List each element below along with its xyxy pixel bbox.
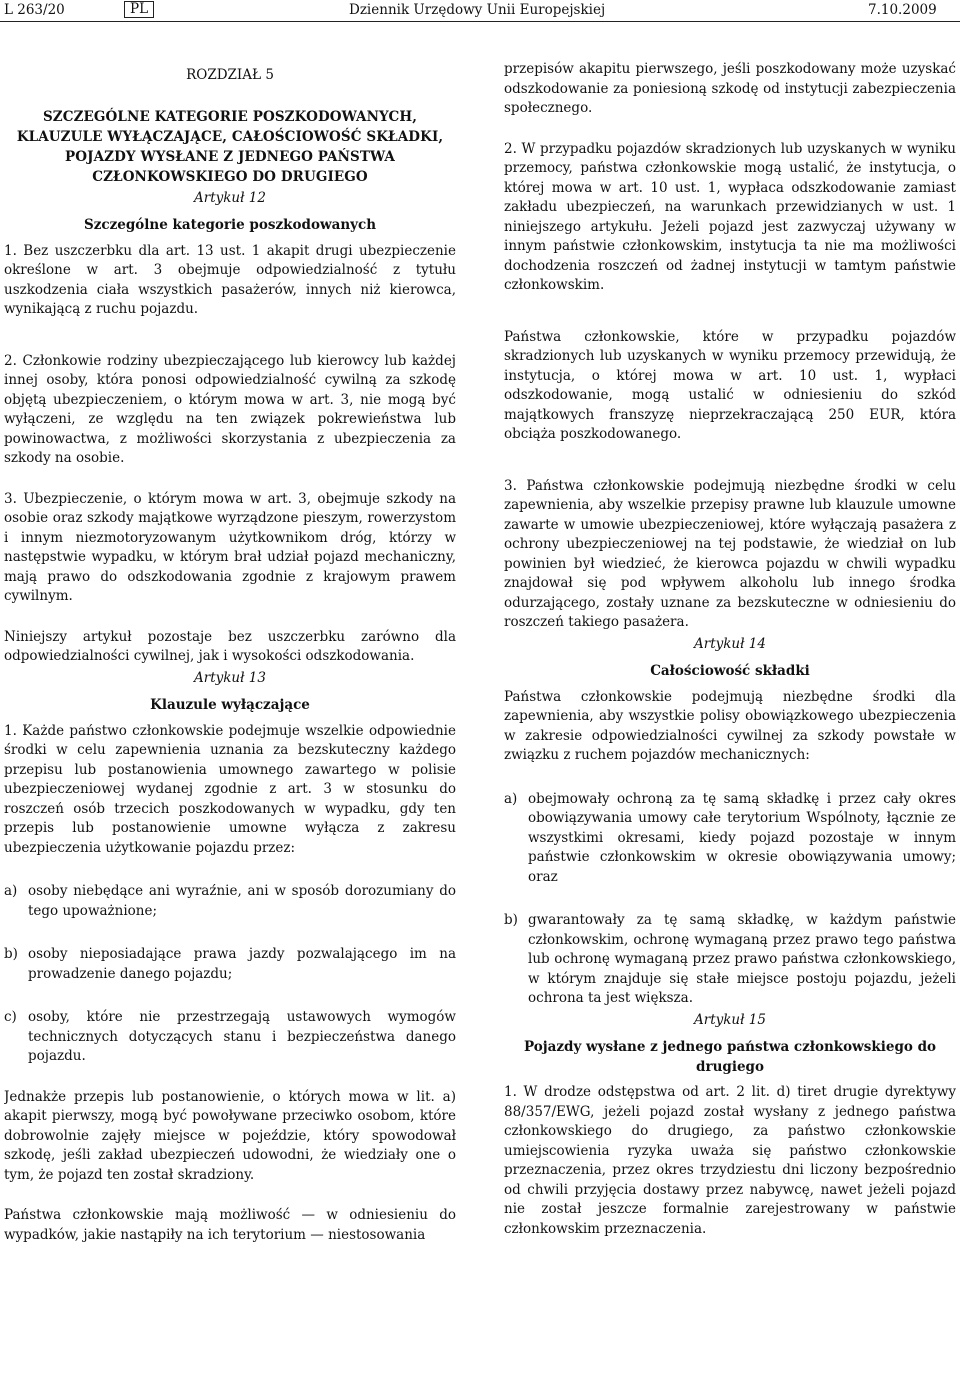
paragraph: 2. W przypadku pojazdów skradzionych lub uzyskanych w wyniku przemocy, państwa członkowskie mogą ustalić, że instytucja, o której mowa w art. 10 ust. 1, wypłaca odszkodowanie zamiast zakładu ubezpieczeń, na warunkach przewidzianych w ust. 1 niniejszego artykułu. Jeżeli pojazd jest zazwyczaj używany w innym państwie członkowskim, instytucja ta nie ma możliwości dochodzenia roszczeń od żadnej instytucji w tamtym państwie członkowskim. — [504, 140, 956, 293]
chapter-number: ROZDZIAŁ 5 — [186, 67, 274, 83]
list-item — [4, 882, 456, 921]
paragraph: Państwa członkowskie, które w przypadku pojazdów skradzionych lub uzyskanych w wyniku przemocy przewidują, że instytucja, o której mowa w art. 10 ust. 1, wypłaci odszkodowanie, mogą ustalić w odniesieniu do szkód majątkowych franszyzę nieprzekraczającą 250 EUR, która obciąża poszkodowanego. — [504, 328, 956, 442]
paragraph: 3. Ubezpieczenie, o którym mowa w art. 3, obejmuje szkody na osobie oraz szkody majątkowe wyrządzone pieszym, rowerzystom i innym niezmotoryzowanym użytkownikom dróg, którzy w następstwie wypadku, w którym brał udział pojazd mechaniczny, mają prawo do odszkodowania zgodnie z krajowym prawem cywilnym. — [4, 490, 456, 604]
article-12-number: Artykuł 12 — [194, 189, 266, 206]
paragraph: 3. Państwa członkowskie podejmują niezbędne środki w celu zapewnienia, aby wszelkie przepisy prawne lub klauzule umowne zawarte w umowie ubezpieczeniowej, które wyłączają pasażera z ochrony ubezpieczeniowej na tej podstawie, że wiedział on lub powinien był wiedzieć, że kierowca pojazdu w chwili wypadku znajdował się pod wpływem alkoholu lub innego środka odurzającego, zostały uznane za bezskuteczne w odniesieniu do roszczeń takiego pasażera. — [504, 477, 956, 630]
list-item — [4, 945, 456, 984]
article-15-title: Pojazdy wysłane z jednego państwa członkowskiego do drugiego — [523, 1039, 937, 1075]
article-13-title: Klauzule wyłączające — [150, 697, 310, 713]
list-label: b) — [4, 946, 18, 962]
header-rule — [0, 21, 960, 22]
right-column — [504, 60, 956, 1390]
list-item — [504, 911, 956, 1009]
list-text: gwarantowały za tę samą składkę, w każdym państwie członkowskim, ochronę wymaganą przez prawo tego państwa lub ochronę wymaganą przez prawo państwa członkowskiego, w którym znajduje się stałe miejsce postoju pojazdu, jeżeli ochrona ta jest większa. — [528, 912, 956, 1006]
paragraph: 1. Bez uszczerbku dla art. 13 ust. 1 akapit drugi ubezpieczenie określone w art. 3 obejmuje odpowiedzialność z tytułu uszkodzenia ciała wszystkich pasażerów, innych niż kierowca, wynikającą z ruchu pojazdu. — [4, 242, 456, 317]
chapter-title: SZCZEGÓLNE KATEGORIE POSZKODOWANYCH, KLAUZULE WYŁĄCZAJĄCE, CAŁOŚCIOWOŚĆ SKŁADKI, POJAZDY WYSŁANE Z JEDNEGO PAŃSTWA CZŁONKOWSKIEGO DO DRUGIEGO — [16, 108, 444, 185]
list-text: osoby niebędące ani wyraźnie, ani w sposób dorozumiany do tego upoważnione; — [28, 883, 456, 919]
page-header — [0, 0, 960, 22]
list-label: b) — [504, 912, 518, 928]
language-badge: PL — [124, 1, 154, 18]
left-column — [4, 60, 456, 1390]
article-13-number: Artykuł 13 — [194, 669, 266, 686]
paragraph: Państwa członkowskie podejmują niezbędne środki dla zapewnienia, aby wszystkie polisy obowiązkowego ubezpieczenia w zakresie odpowiedzialności cywilnej za szkody powstałe w związku z ruchem pojazdów mechanicznych: — [504, 688, 956, 763]
journal-title: Dziennik Urzędowy Unii Europejskiej — [349, 2, 606, 18]
paragraph: 2. Członkowie rodziny ubezpieczającego lub kierowcy lub każdej innej osoby, która ponosi odpowiedzialność cywilną za szkodę objętą ubezpieczeniem, o którym mowa w art. 3, nie mogą być wyłączeni, ze względu na ten związek pokrewieństwa lub powinowactwa, z możliwości skorzystania z ubezpieczenia za szkody na osobie. — [4, 352, 456, 466]
paragraph: 1. Każde państwo członkowskie podejmuje wszelkie odpowiednie środki w celu zapewnienia uznania za bezskuteczny każdego przepisu lub postanowienia umownego zawartego w polisie ubezpieczeniowej wydanej zgodnie z art. 3 w stosunku do roszczeń osób trzecich poszkodowanych w wypadku, gdy ten przepis lub postanowienie umowne wyłącza z zakresu ubezpieczenia użytkowanie pojazdu przez: — [4, 722, 456, 856]
article-14-number: Artykuł 14 — [694, 635, 766, 652]
page-reference: L 263/20 — [4, 2, 65, 18]
publication-date: 7.10.2009 — [868, 2, 937, 18]
article-15-number: Artykuł 15 — [694, 1011, 766, 1028]
paragraph: Państwa członkowskie mają możliwość — w odniesieniu do wypadków, jakie nastąpiły na ich terytorium — niestosowania — [4, 1207, 456, 1243]
list-label: a) — [4, 883, 18, 899]
paragraph: Niniejszy artykuł pozostaje bez uszczerbku zarówno dla odpowiedzialności cywilnej, jak i wysokości odszkodowania. — [4, 628, 456, 664]
list-text: osoby nieposiadające prawa jazdy pozwalającego im na prowadzenie danego pojazdu; — [28, 946, 456, 982]
list-item — [504, 790, 956, 888]
list-text: obejmowały ochroną za tę samą składkę i przez cały okres obowiązywania umowy całe terytorium Wspólnoty, łącznie ze wszystkimi okresami, kiedy pojazd pozostaje w innym państwie członkowskim w okresie obowiązywania umowy; oraz — [528, 790, 956, 885]
article-14-title: Całościowość składki — [650, 663, 810, 679]
list-label: a) — [504, 790, 518, 807]
paragraph: Jednakże przepis lub postanowienie, o których mowa w lit. a) akapit pierwszy, mogą być powoływane przeciwko osobom, które dobrowolnie zajęły miejsce w pojeździe, który spowodował szkodę, jeśli zakład ubezpieczeń udowodni, że wiedziały one o tym, że pojazd ten został skradziony. — [4, 1088, 456, 1183]
list-item — [4, 1008, 456, 1067]
paragraph: 1. W drodze odstępstwa od art. 2 lit. d) tiret drugie dyrektywy 88/357/EWG, jeżeli pojazd został wysłany z jednego państwa członkowskiego do drugiego, za państwo członkowskie umiejscowienia ryzyka uważa się państwo członkowskie przeznaczenia, przez okres trzydziestu dni liczony bezpośrednio od chwili przyjęcia dostawy przez nabywcę, nawet jeżeli pojazd nie został jeszcze formalnie zarejestrowany w państwie członkowskim przeznaczenia. — [504, 1084, 956, 1237]
list-text: osoby, które nie przestrzegają ustawowych wymogów technicznych dotyczących stanu i bezpieczeństwa danego pojazdu. — [28, 1009, 456, 1064]
article-12-title: Szczególne kategorie poszkodowanych — [83, 217, 377, 233]
list-label: c) — [4, 1009, 17, 1025]
paragraph: przepisów akapitu pierwszego, jeśli poszkodowany może uzyskać odszkodowanie za poniesioną szkodę od instytucji zabezpieczenia społecznego. — [504, 61, 956, 116]
